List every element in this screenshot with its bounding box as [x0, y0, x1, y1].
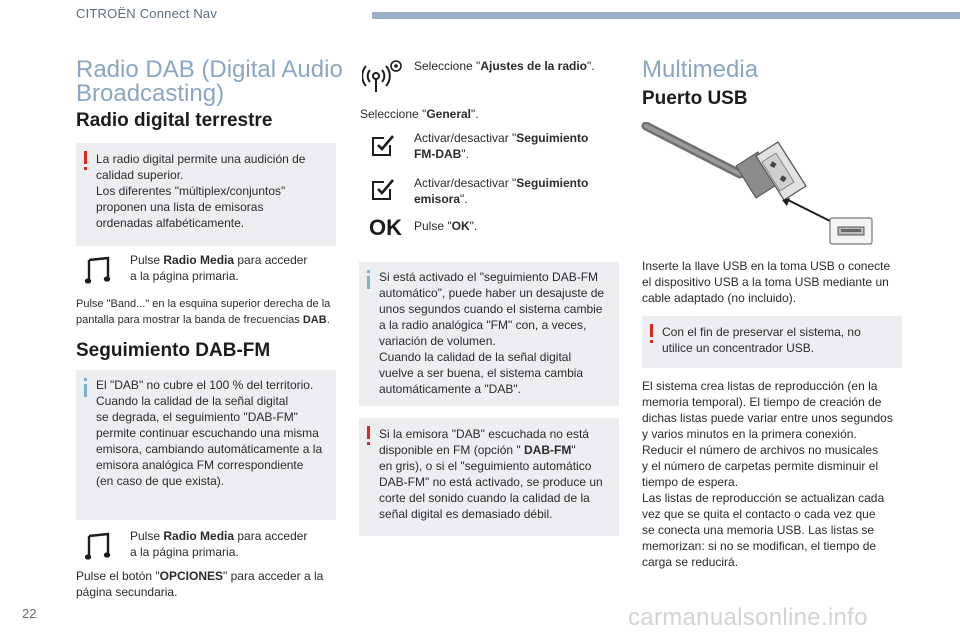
- watermark: carmanualsonline.info: [628, 604, 868, 631]
- warning-line: ordenadas alfabéticamente.: [96, 216, 245, 230]
- warning-line: señal digital es demasiado débil.: [379, 507, 553, 521]
- info-line: variación de volumen.: [379, 334, 496, 348]
- info-line: Cuando la calidad de la señal digital: [379, 350, 572, 364]
- options-step: Pulse el botón "OPCIONES" para acceder a la página secundaria.: [76, 569, 324, 599]
- warning-line: en gris), o si el "seguimiento automático: [379, 459, 592, 473]
- info-line: permite continuar escuchando una misma: [96, 426, 319, 440]
- warning-line: calidad superior.: [96, 168, 184, 182]
- usb-plug-illustration: [640, 122, 880, 246]
- warning-line: La radio digital permite una audición de: [96, 152, 306, 166]
- info-line: automáticamente a "DAB".: [379, 382, 521, 396]
- info-line: se degrada, el seguimiento "DAB-FM": [96, 410, 298, 424]
- warning-icon: [367, 426, 370, 439]
- warning-line: DAB-FM" no está activado, se produce un: [379, 475, 603, 489]
- info-line: (en caso de que exista).: [96, 474, 225, 488]
- playlist-paragraph: El sistema crea listas de reproducción (en la memoria temporal). El tiempo de creación de dichas listas puede variar entre unos segundos y varios minutos en la primera conexión. Reducir el número de archivos no musicales y el número de carpetas permite disminuir el tiempo de espera. Las listas de reproducción se actualizan cada vez que se quita el contacto o cada vez que se conecta una memoria USB. Las listas se memorizan: si no se modifican, el tiempo de carga se reducirá.: [642, 379, 893, 569]
- info-icon: [367, 276, 370, 289]
- header-bar: [372, 12, 960, 19]
- checkbox-icon: [370, 176, 396, 202]
- ok-icon: OK: [369, 215, 402, 240]
- page-title-line2: Broadcasting): [76, 80, 225, 107]
- select-general: Seleccione "General".: [360, 107, 479, 121]
- step-radio-media-2: Pulse Radio Media para acceder a la página primaria.: [130, 529, 308, 559]
- warning-box-dab-quality: [76, 143, 336, 246]
- radio-settings-icon: [362, 56, 406, 96]
- step-radio-media: Pulse Radio Media para acceder a la página primaria.: [130, 253, 308, 283]
- info-line: automático", puede haber un desajuste de: [379, 286, 605, 300]
- warning-line: utilice un concentrador USB.: [662, 341, 815, 355]
- header-title: CITROËN Connect Nav: [76, 6, 218, 21]
- info-box-dab-fm-switch: [359, 262, 619, 406]
- info-line: emisora analógica FM correspondiente: [96, 458, 304, 472]
- info-icon: [84, 384, 87, 397]
- warning-icon: [650, 324, 653, 337]
- checkbox-icon: [370, 132, 396, 158]
- ok-step: Pulse "OK".: [414, 219, 478, 233]
- warning-line: disponible en FM (opción " DAB-FM": [379, 443, 576, 457]
- page-title-line1: Radio DAB (Digital Audio: [76, 56, 343, 83]
- music-note-icon: [84, 256, 112, 286]
- info-line: El "DAB" no cubre el 100 % del territorio.: [96, 378, 314, 392]
- band-note: Pulse "Band..." en la esquina superior derecha de la pantalla para mostrar la banda de frecuencias DAB.: [76, 298, 331, 326]
- section-title-usb: Puerto USB: [642, 88, 748, 109]
- warning-line: Si la emisora "DAB" escuchada no está: [379, 427, 589, 441]
- warning-line: proponen una lista de emisoras: [96, 200, 264, 214]
- info-line: Si está activado el "seguimiento DAB-FM: [379, 270, 599, 284]
- section-title-radio-digital: Radio digital terrestre: [76, 110, 273, 131]
- section-title-dab-fm: Seguimiento DAB-FM: [76, 340, 271, 361]
- warning-box-sound-cut: [359, 418, 619, 536]
- info-line: a la radio analógica "FM" con, a veces,: [379, 318, 587, 332]
- info-line: emisora, cambiando automáticamente a la: [96, 442, 323, 456]
- info-line: unos segundos cuando el sistema cambie: [379, 302, 603, 316]
- warning-icon: [84, 151, 87, 164]
- info-box-dab-coverage: [76, 370, 336, 520]
- page-number: 22: [22, 606, 37, 621]
- warning-line: Con el fin de preservar el sistema, no: [662, 325, 861, 339]
- warning-line: Los diferentes "múltiplex/conjuntos": [96, 184, 286, 198]
- toggle-station: Activar/desactivar "Seguimiento emisora".: [414, 176, 589, 206]
- select-radio-settings: Seleccione "Ajustes de la radio".: [414, 59, 595, 73]
- usb-instructions: Inserte la llave USB en la toma USB o conecte el dispositivo USB a la toma USB mediante un cable adaptado (no incluido).: [642, 259, 891, 305]
- toggle-fm-dab: Activar/desactivar "Seguimiento FM-DAB".: [414, 131, 589, 161]
- warning-line: corte del sonido cuando la calidad de la: [379, 491, 590, 505]
- multimedia-title: Multimedia: [642, 56, 759, 83]
- music-note-icon: [84, 532, 112, 562]
- info-line: Cuando la calidad de la señal digital: [96, 394, 289, 408]
- info-line: vuelve a ser buena, el sistema cambia: [379, 366, 584, 380]
- warning-box-usb-hub: [642, 316, 902, 368]
